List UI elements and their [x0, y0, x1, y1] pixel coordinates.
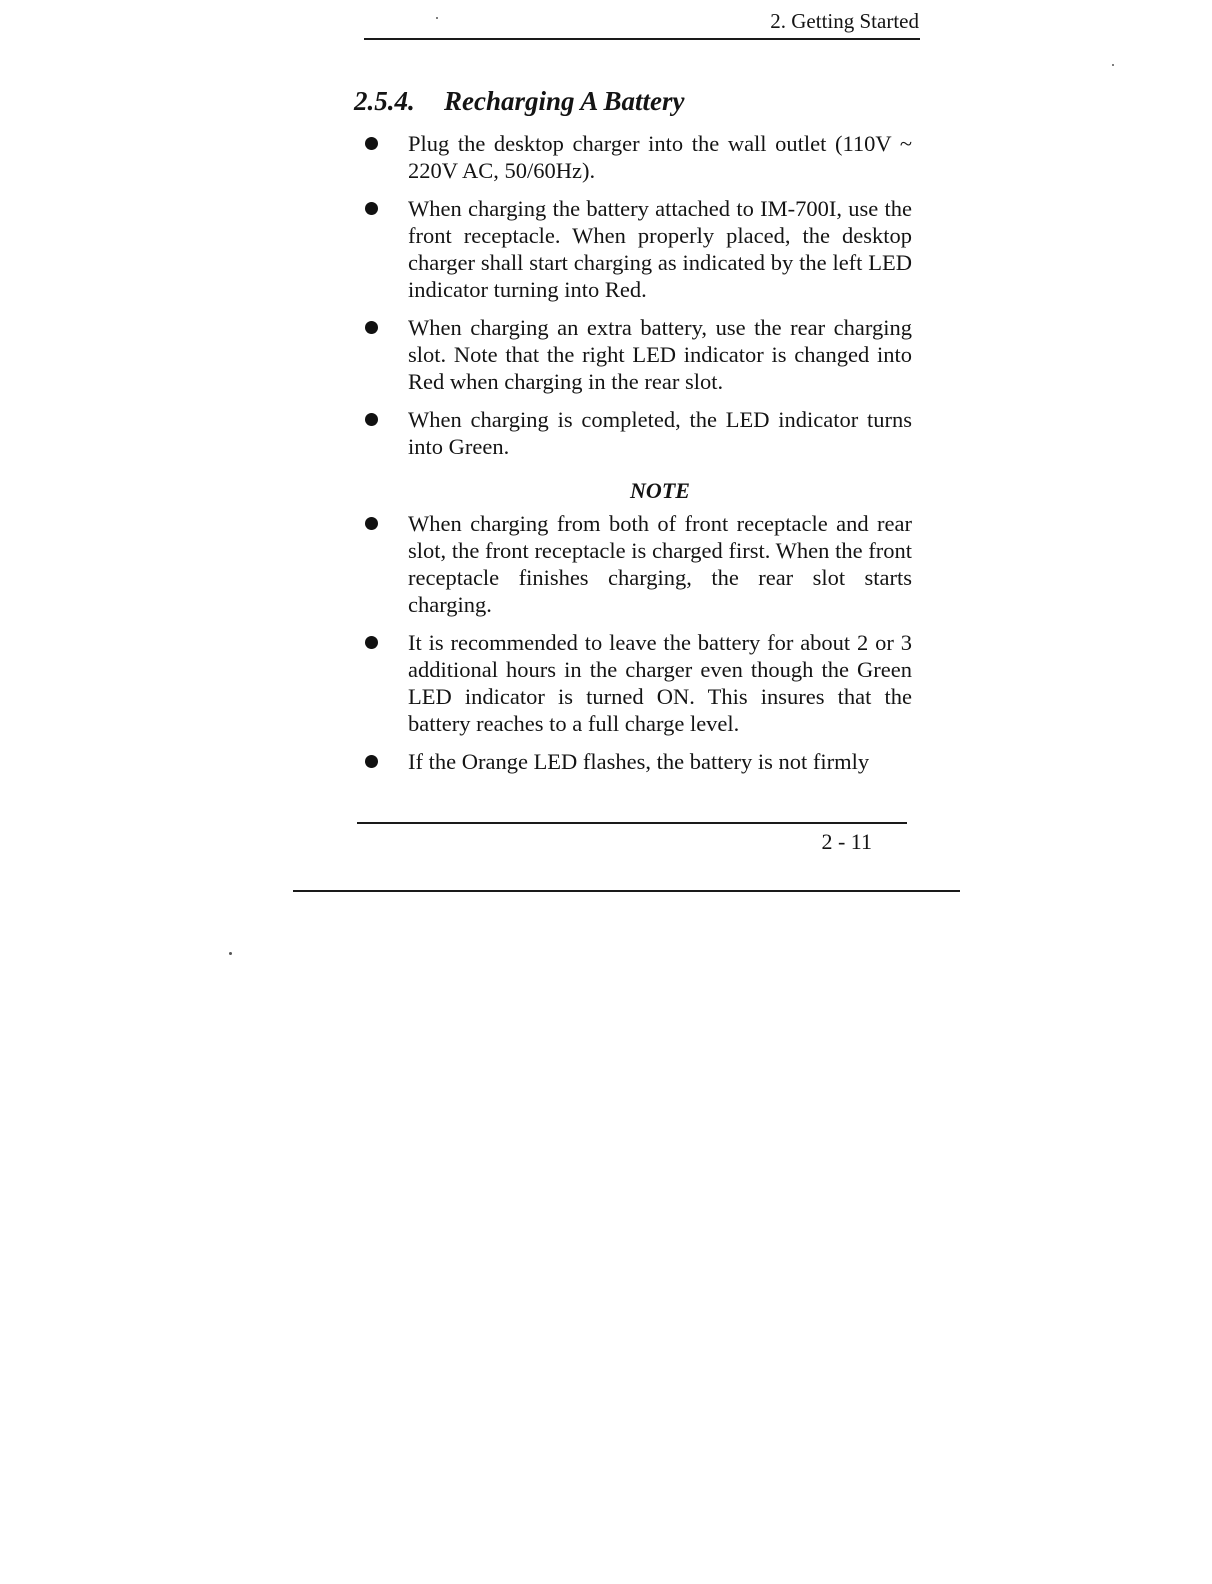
section-title: Recharging A Battery	[444, 86, 685, 116]
list-item-text: If the Orange LED flashes, the battery is not firmly	[408, 749, 870, 774]
bullet-icon	[365, 202, 378, 215]
list-item-text: When charging the battery attached to IM-700I, use the front receptacle. When properly placed, the desktop charger shall start charging as indicated by the left LED indicator turning into Red.	[408, 196, 912, 302]
list-item	[362, 629, 912, 737]
scan-speck	[229, 952, 232, 955]
bullet-icon	[365, 413, 378, 426]
list-item	[362, 314, 912, 395]
list-item	[362, 510, 912, 618]
list-item-text: It is recommended to leave the battery for about 2 or 3 additional hours in the charger even though the Green LED indicator is turned ON. This insures that the battery reaches to a full charge level.	[408, 630, 912, 736]
header-rule	[364, 38, 920, 40]
list-item-text: Plug the desktop charger into the wall outlet (110V ~ 220V AC, 50/60Hz).	[408, 131, 912, 183]
section-heading	[354, 86, 685, 117]
content	[362, 130, 912, 786]
section-number: 2.5.4.	[354, 86, 415, 116]
bullet-icon	[365, 636, 378, 649]
note-heading: NOTE	[630, 478, 690, 503]
list-item	[362, 748, 912, 775]
bullet-icon	[365, 321, 378, 334]
list-item	[362, 406, 912, 460]
bullet-icon	[365, 755, 378, 768]
scan-speck	[436, 17, 438, 19]
list-item-text: When charging is completed, the LED indicator turns into Green.	[408, 407, 912, 459]
list-item	[362, 195, 912, 303]
page-edge-rule	[293, 890, 960, 892]
running-header: 2. Getting Started	[770, 9, 919, 33]
list-item-text: When charging from both of front receptacle and rear slot, the front receptacle is charged first. When the front receptacle finishes charging, the rear slot starts charging.	[408, 511, 912, 617]
bullet-icon	[365, 137, 378, 150]
scan-speck	[1112, 64, 1114, 66]
footer-rule	[357, 822, 907, 824]
note-list	[362, 510, 912, 775]
procedure-list	[362, 130, 912, 460]
list-item-text: When charging an extra battery, use the rear charging slot. Note that the right LED indicator is changed into Red when charging in the rear slot.	[408, 315, 912, 394]
list-item	[362, 130, 912, 184]
bullet-icon	[365, 517, 378, 530]
page-number: 2 - 11	[821, 829, 872, 854]
